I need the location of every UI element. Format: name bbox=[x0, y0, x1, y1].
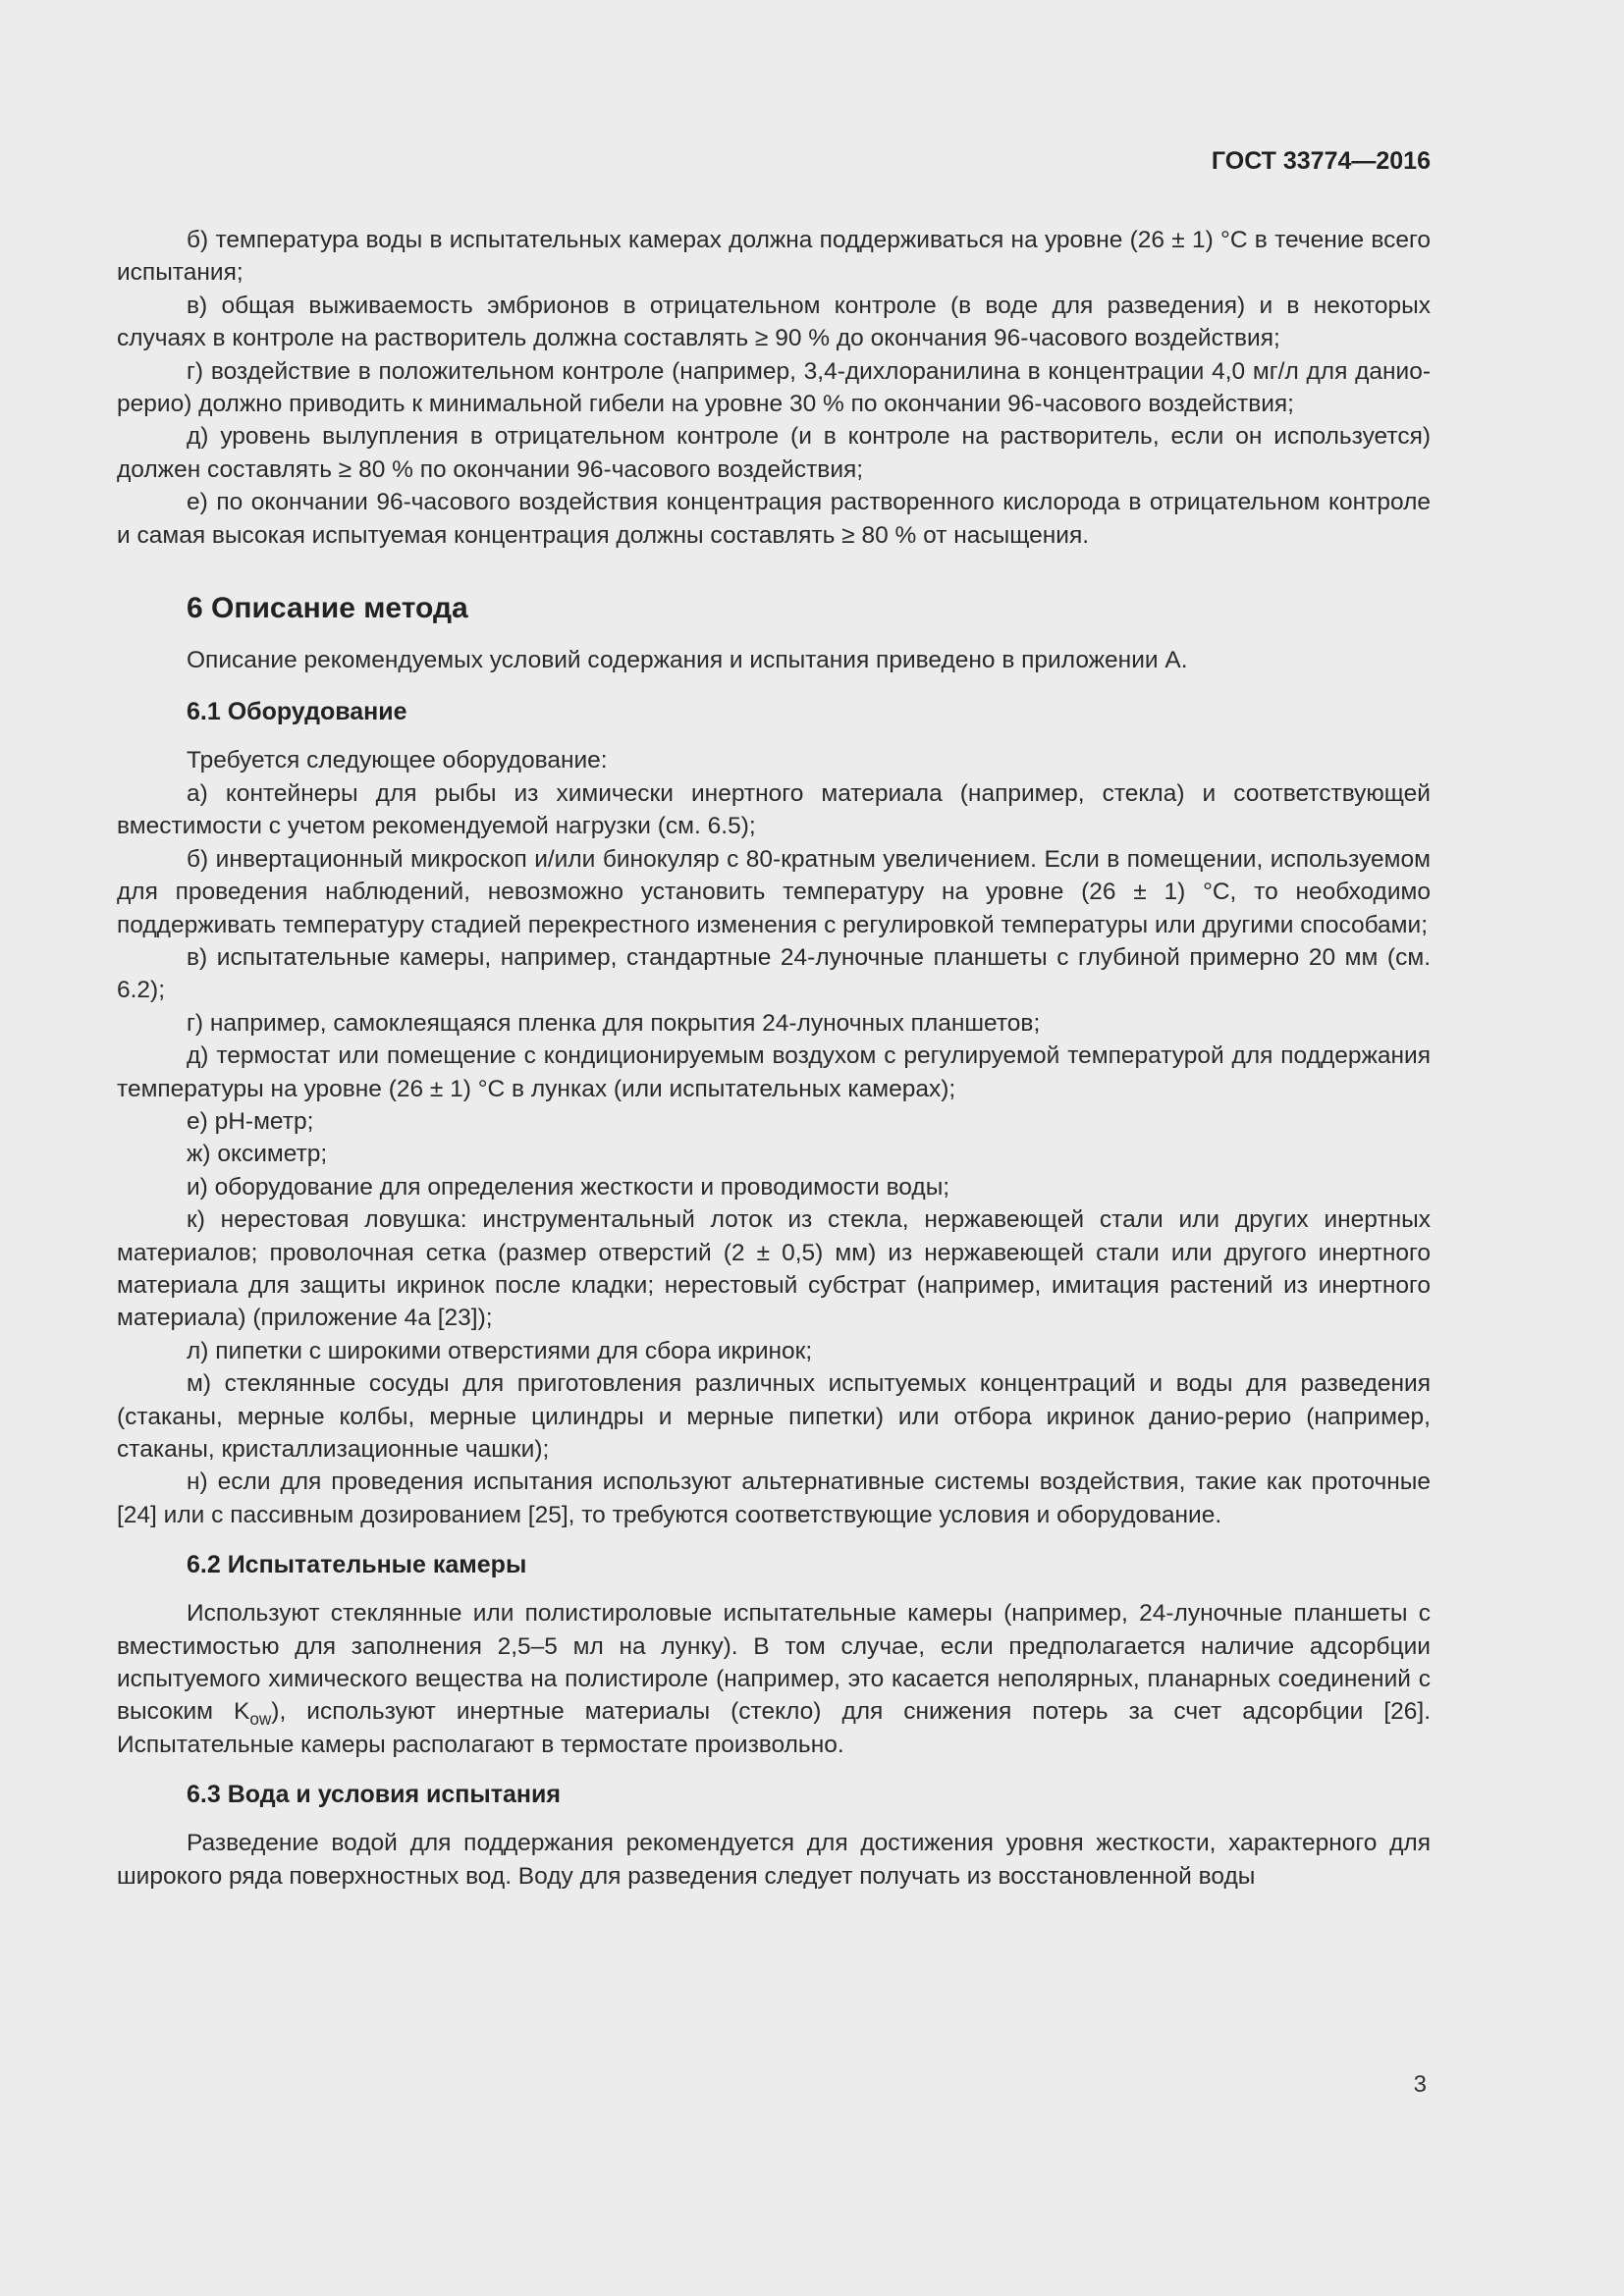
equipment-item: м) стеклянные сосуды для приготовления различных испытуемых концентраций и воды для разведения (стаканы, мерные колбы, мерные цилиндры и мерные пипетки) или отбора икринок данио-рерио (например, стаканы, кристаллизационные чашки); bbox=[117, 1370, 1431, 1463]
equipment-item: к) нерестовая ловушка: инструментальный лоток из стекла, нержавеющей стали или других инертных материалов; проволочная сетка (размер отверстий (2 ± 0,5) мм) из нержавеющей стали или другого инертного материала для защиты икринок после кладки; нерестовый субстрат (например, имитация растений из инертного материала) (приложение 4а [23]); bbox=[117, 1206, 1431, 1332]
page-number: 3 bbox=[1413, 2071, 1427, 2098]
section-6-1-heading: 6.1 Оборудование bbox=[187, 698, 407, 726]
equipment-item: б) инвертационный микроскоп и/или бинокуляр с 80-кратным увеличением. Если в помещении, используемом для проведения наблюдений, невозможно установить температуру на уровне (26 ± 1) °С, то необходимо поддерживать температуру стадией перекрестного изменения с регулировкой температуры или другими способами; bbox=[117, 845, 1431, 938]
equipment-item: г) например, самоклеящаяся пленка для покрытия 24-луночных планшетов; bbox=[187, 1009, 1041, 1037]
paragraph-item-d: д) уровень вылупления в отрицательном контроле (и в контроле на растворитель, если он используется) должен составлять ≥ 80 % по окончании 96-часового воздействия; bbox=[117, 423, 1431, 483]
document-header: ГОСТ 33774—2016 bbox=[1211, 147, 1431, 175]
equipment-item: ж) оксиметр; bbox=[187, 1141, 328, 1168]
section-6-3-text: Разведение водой для поддержания рекомендуется для достижения уровня жесткости, характерного для широкого ряда поверхностных вод. Воду для разведения следует получать из восстановленной воды bbox=[117, 1830, 1431, 1890]
paragraph-item-v: в) общая выживаемость эмбрионов в отрицательном контроле (в воде для разведения) и в некоторых случаях в контроле на растворитель должна составлять ≥ 90 % до окончания 96-часового воздействия; bbox=[117, 292, 1431, 352]
section-6-2-heading: 6.2 Испытательные камеры bbox=[187, 1551, 527, 1579]
section-6-2-text bbox=[117, 1597, 1431, 1761]
equipment-item: и) оборудование для определения жесткости и проводимости воды; bbox=[187, 1173, 950, 1201]
section-6-1-lead: Требуется следующее оборудование: bbox=[187, 747, 608, 774]
equipment-item: е) pH-метр; bbox=[187, 1107, 314, 1135]
equipment-item: л) пипетки с широкими отверстиями для сбора икринок; bbox=[187, 1337, 813, 1364]
document-body bbox=[117, 224, 1431, 1893]
section-6-2-text-part1: Используют стеклянные или полистироловые испытательные камеры (например, 24-луночные планшеты с вместимостью для заполнения 2,5–5 мл на лунку). В том случае, если предполагается наличие адсорбции испытуемого химического вещества на полистироле (например, это касается неполярных, планарных соединений с высоким K bbox=[117, 1600, 1431, 1726]
equipment-item: д) термостат или помещение с кондиционируемым воздухом с регулируемой температурой для поддержания температуры на уровне (26 ± 1) °С в лунках (или испытательных камерах); bbox=[117, 1042, 1431, 1102]
section-6-intro: Описание рекомендуемых условий содержания и испытания приведено в приложении А. bbox=[187, 647, 1188, 674]
section-6-heading: 6 Описание метода bbox=[187, 592, 468, 625]
kow-subscript: ow bbox=[249, 1709, 272, 1730]
equipment-item: а) контейнеры для рыбы из химически инертного материала (например, стекла) и соответствующей вместимости с учетом рекомендуемой нагрузки (см. 6.5); bbox=[117, 779, 1431, 840]
paragraph-item-g: г) воздействие в положительном контроле (например, 3,4-дихлоранилина в концентрации 4,0 мг/л для данио-рерио) должно приводить к минимальной гибели на уровне 30 % по окончании 96-часового воздействия; bbox=[117, 357, 1431, 418]
equipment-item: в) испытательные камеры, например, стандартные 24-луночные планшеты с глубиной примерно 20 мм (см. 6.2); bbox=[117, 943, 1431, 1004]
section-6-3-heading: 6.3 Вода и условия испытания bbox=[187, 1781, 561, 1809]
section-6-2-text-part2: ), используют инертные материалы (стекло) для снижения потерь за счет адсорбции [26]. Испытательные камеры располагают в термостате произвольно. bbox=[117, 1698, 1431, 1758]
paragraph-item-e: е) по окончании 96-часового воздействия концентрация растворенного кислорода в отрицательном контроле и самая высокая испытуемая концентрация должны составлять ≥ 80 % от насыщения. bbox=[117, 489, 1431, 549]
equipment-item: н) если для проведения испытания используют альтернативные системы воздействия, такие как проточные [24] или с пассивным дозированием [25], то требуются соответствующие условия и оборудование. bbox=[117, 1468, 1431, 1528]
paragraph-item-b: б) температура воды в испытательных камерах должна поддерживаться на уровне (26 ± 1) °С в течение всего испытания; bbox=[117, 227, 1431, 287]
